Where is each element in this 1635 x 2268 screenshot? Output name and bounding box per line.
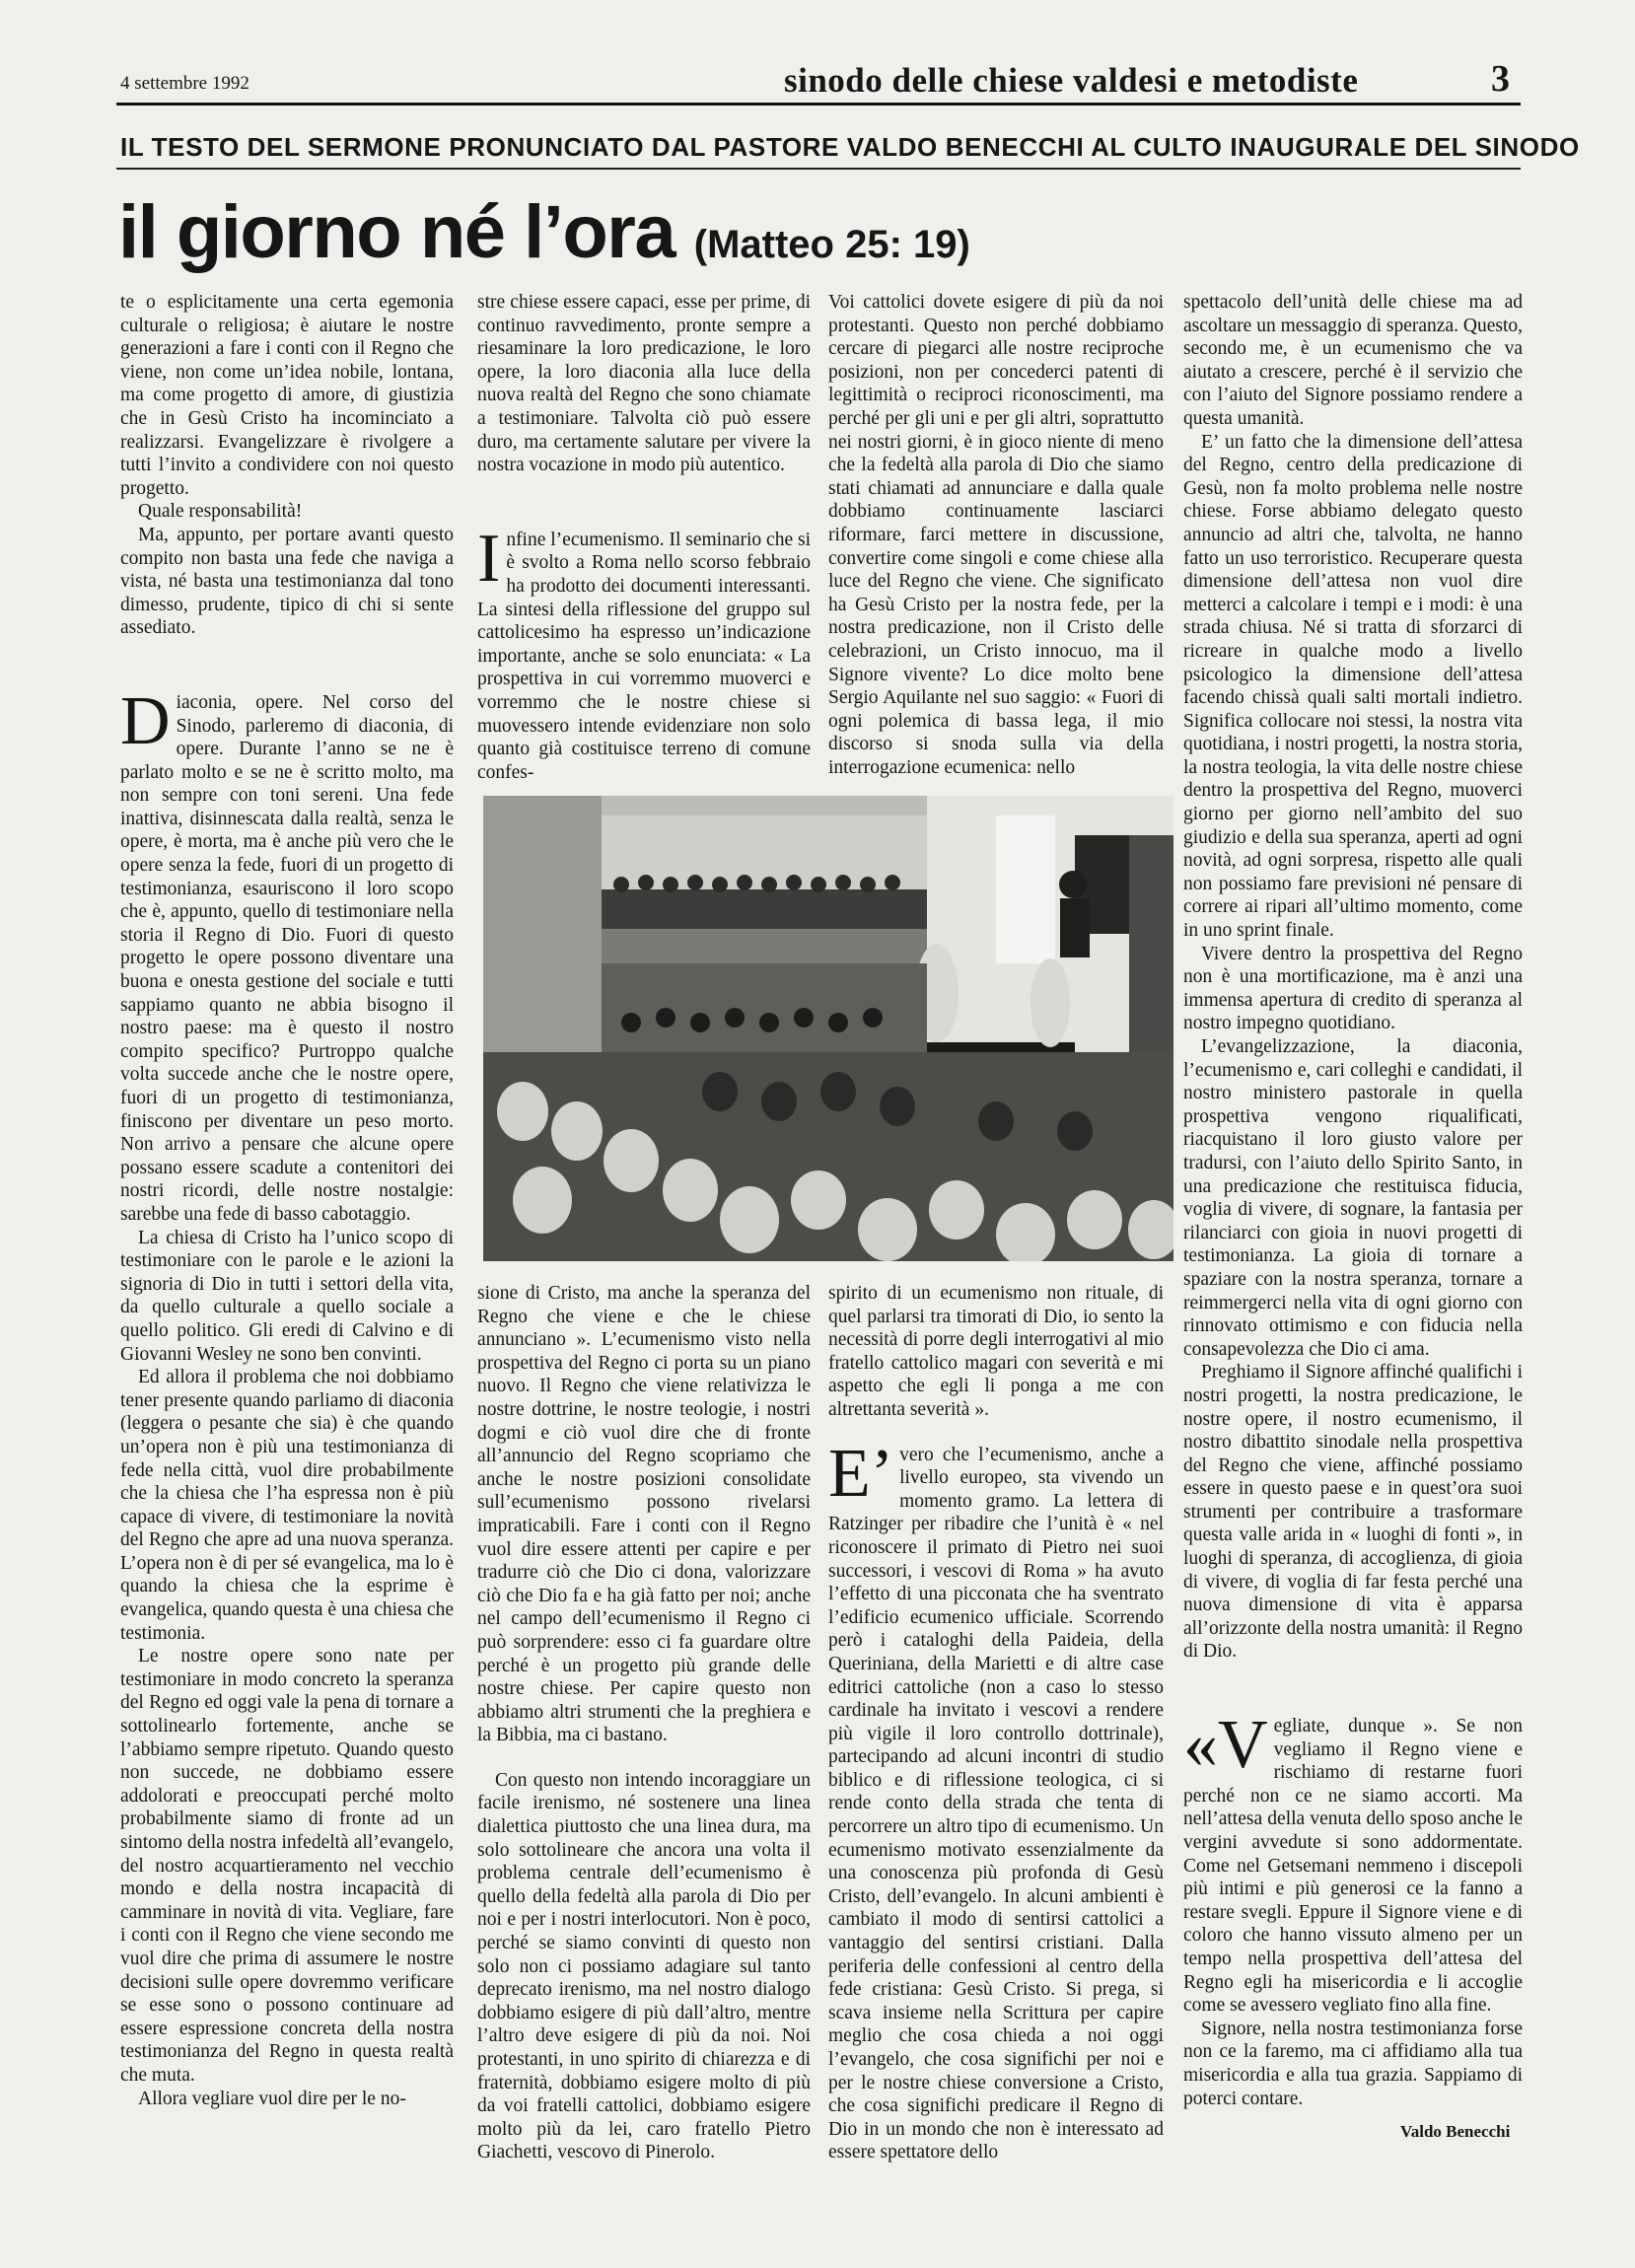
- paragraph-text: nfine l’ecumenismo. Il seminario che si è svolto a Roma nello scorso febbraio ha prodotto dei documenti interessanti. La sintesi della riflessione del gruppo sul cattolicesimo ha espresso un’indicazione importante, anche se solo enunciata: « La prospettiva in cui vorremmo muoverci e vorremmo che le nostre chiese si muovessero intende evidenziare non solo quanto già costituisce terreno di comune confes-: [477, 529, 811, 783]
- drop-cap: I: [477, 520, 501, 597]
- publication-title: sinodo delle chiese valdesi e metodiste: [784, 61, 1359, 100]
- paragraph: te o esplicitamente una certa egemonia culturale o religiosa; è aiutare le nostre generazioni a fare i conti con il Regno che viene, non come un’idea nobile, lontana, ma come progetto di amore, di giustizia che in Gesù Cristo ha incominciato a realizzarsi. Evangelizzare è rivolgere a tutti l’invito a condividere con noi questo progetto.: [120, 292, 454, 499]
- paragraph-vero: [828, 1435, 1164, 2164]
- article-column-4: [1183, 291, 1523, 2110]
- paragraph: Vivere dentro la prospettiva del Regno non è una mortificazione, ma è anzi una immensa apertura di credito di speranza al nostro impegno quotidiano.: [1183, 943, 1523, 1034]
- issue-date: 4 settembre 1992: [120, 73, 249, 94]
- paragraph: Ma, appunto, per portare avanti questo compito non basta una fede che naviga a vista, né basta una testimonianza dal tono dimesso, prudente, tipico di chi si sente assediato.: [120, 524, 454, 639]
- paragraph: Ed allora il problema che noi dobbiamo tener presente quando parliamo di diaconia (leggera o pesante che sia) è che quando un’opera non è più una testimonianza di fede nella città, vuol dire probabilmente che la chiesa che l’ha espressa non è più capace di vivere, di testimoniare la novità del Regno che apre ad una nuova speranza. L’opera non è di per sé evangelica, ma lo è quando la chiesa che la esprime è evangelica, quando questa è una chiesa che testimonia.: [120, 1367, 454, 1644]
- paragraph-text: vero che l’ecumenismo, anche a livello europeo, sta vivendo un momento gramo. La lettera di Ratzinger per ribadire che l’unità è « nel riconoscere il primato di Pietro nei suoi successori, i vescovi di Roma » ha avuto l’effetto di una picconata che ha sventrato l’edificio ecumenico ufficiale. Scorrendo però i cataloghi della Paideia, della Queriniana, della Marietti e di altre case editrici cattoliche (non a caso lo stesso cardinale ha invitato i vescovi a rendere più vigile il loro controllo dottrinale), partecipando ad alcuni incontri di studio biblico e di riflessione teologica, ci si rende conto della strada che tenta di percorrere un altro tipo di ecumenismo. Un ecumenismo motivato essenzialmente da una conoscenza più profonda di Gesù Cristo, dell’evangelo. In alcuni ambienti è cambiato il modo di sentirsi cattolici a vantaggio del sentirsi cristiani. Dalla periferia delle confessioni al centro della fede cristiana: Gesù Cristo. Si prega, si scava insieme nella Scrittura per capire meglio che cosa chieda a noi oggi l’evangelo, che cosa significhi per noi e per le nostre chiese conversione a Cristo, che cosa significhi predicare il Regno di Dio in un mondo che non è interessato ad essere spettatore dello: [828, 1444, 1164, 2163]
- page-number: 3: [1491, 58, 1510, 100]
- paragraph: La chiesa di Cristo ha l’unico scopo di testimoniare con le parole e le azioni la signoria di Dio in tutti i settori della vita, da quello culturale a quello sociale a quello politico. Gli eredi di Calvino e di Giovanni Wesley ne sono ben convinti.: [120, 1227, 454, 1365]
- paragraph: Con questo non intendo incoraggiare un facile irenismo, né sostenere una linea dialettica piuttosto che una linea dura, ma solo sottolineare che ancora una volta il problema centrale dell’ecumenismo è quello della fedeltà alla parola di Dio per noi e per i nostri interlocutori. Non è poco, perché se siamo convinti di questo non solo non ci possiamo adagiare sul tanto deprecato irenismo, ma nel nostro dialogo dobbiamo esigere di più dall’altro, mentre l’altro deve esigere di più da noi. Noi protestanti, in uno spirito di chiarezza e di fraternità, dobbiamo esigere molto di più da voi fratelli cattolici, dobbiamo esigere molto più da lei, caro fratello Pietro Giachetti, vescovo di Pinerolo.: [477, 1769, 811, 2163]
- church-photo: [483, 796, 1173, 1261]
- article-headline: [118, 190, 970, 284]
- paragraph-ecumenismo: [477, 520, 811, 785]
- drop-cap: «V: [1183, 1707, 1268, 1784]
- kicker-rule: [116, 168, 1521, 170]
- article-kicker: IL TESTO DEL SERMONE PRONUNCIATO DAL PASTORE VALDO BENECCHI AL CULTO INAUGURALE DEL SINODO: [120, 132, 1580, 162]
- paragraph-diaconia: [120, 682, 454, 1227]
- paragraph: spirito di un ecumenismo non rituale, di quel parlarsi tra timorati di Dio, io sento la necessità di porre degli interrogativi al mio fratello cattolico magari con severità e mi aspetto che egli li ponga a me con altrettanta severità ».: [828, 1283, 1164, 1420]
- article-column-2-top: [477, 291, 811, 784]
- paragraph: E’ un fatto che la dimensione dell’attesa del Regno, centro della predicazione di Gesù, non fa molto problema nelle nostre chiese. Forse abbiamo delegato questo annuncio ad altri che, talvolta, ne hanno fatto un uso terroristico. Recuperare questa dimensione dell’attesa non vuol dire metterci a calcolare i tempi e i modi: è una strada chiusa. Né si tratta di sforzarci di ricreare in qualche modo a livello psicologico la dimensione dell’attesa facendo chissà quali salti mortali indietro. Significa collocare noi stessi, la nostra vita quotidiana, i nostri progetti, la nostra storia, la nostra teologia, la vita delle nostre chiese dentro la prospettiva del Regno, muoverci giorno per giorno nell’ambito del suo giudizio e della sua speranza, aperti ad ogni novità, ad ogni sorpresa, rispetto alle quali non possiamo fare previsioni né pensare di correre ai ripari all’ultimo momento, come in uno sprint finale.: [1183, 431, 1523, 942]
- headline-title: il giorno né l’ora: [118, 190, 675, 274]
- paragraph: Quale responsabilità!: [138, 501, 303, 523]
- article-column-3-bottom: [828, 1282, 1164, 2164]
- drop-cap: E’: [828, 1435, 894, 1512]
- author-signature: Valdo Benecchi: [1400, 2122, 1511, 2141]
- drop-cap: D: [120, 682, 171, 759]
- headline-reference: (Matteo 25: 19): [693, 223, 970, 266]
- paragraph: Preghiamo il Signore affinché qualifichi i nostri progetti, la nostra predicazione, le nostre opere, il nostro ecumenismo, il nostro dibattito sinodale nella prospettiva del Regno che viene, affinché possiamo essere in questo paese e in quest’ora suoi strumenti per contribuire a trasformare questa valle arida in « luoghi di fonti », in luoghi di speranza, di accoglienza, di gioia di vivere, di voglia di far festa perché una nuova dimensione di vita è apparsa all’orizzonte della nostra umanità: il Regno di Dio.: [1183, 1362, 1523, 1663]
- paragraph: Voi cattolici dovete esigere di più da noi protestanti. Questo non perché dobbiamo cercare di piegarci alle nostre reciproche posizioni, non per concederci patenti di legittimità o reciproci riconoscimenti, ma perché per gli uni e per gli altri, soprattutto nei nostri giorni, è in gioco niente di meno che la fedeltà alla parola di Dio che siamo stati chiamati ad annunciare e dalla quale dobbiamo continuamente lasciarci riformare, farci mettere in discussione, convertire come singoli e come chiese alla luce del Regno che viene. Che significato ha Gesù Cristo per la nostra fede, per la nostra predicazione, non il Cristo delle celebrazioni, un Cristo innocuo, ma il Signore vivente? Lo dice molto bene Sergio Aquilante nel suo saggio: « Fuori di ogni polemica di bassa lega, il mio discorso si snoda sulla via della interrogazione ecumenica: nello: [828, 292, 1164, 778]
- article-column-3-top: [828, 291, 1164, 779]
- paragraph-text: iaconia, opere. Nel corso del Sinodo, parleremo di diaconia, di opere. Durante l’anno se ne è parlato molto e se ne è scritto molto, ma non sempre con toni sereni. Una fede inattiva, disinnescata dalla realtà, senza le opere, è morta, ma è anche più vero che le opere senza la fede, fuori di un progetto di testimonianza, esauriscono il loro scopo che è, appunto, quello di testimoniare nella storia il Regno di Dio. Fuori di questo progetto le opere possono diventare una buona e onesta gestione del sociale e tutti sappiamo quanto ne abbia bisogno il nostro paese: ma è questo il nostro compito specifico? Purtroppo qualche volta succede anche che le nostre opere, fuori di un progetto di testimonianza, finiscono per diventare un peso morto. Non arrivo a pensare che alcune opere possano essere scadute a contenitori dei nostri ricordi, delle nostre nostalgie: sarebbe una fede di basso cabotaggio.: [120, 691, 454, 1225]
- paragraph-text: egliate, dunque ». Se non vegliamo il Regno viene e rischiamo di restarne fuori perché non ce ne siamo accorti. Ma nell’attesa della venuta dello sposo anche le vergini avvedute si sono addormentate. Come nel Getsemani nemmeno i discepoli più intimi e più generosi ce la fanno a restare svegli. Eppure il Signore viene e di coloro che hanno vissuto almeno per un tempo nella prospettiva dell’attesa del Regno egli ha misericordia e li accoglie come se avessero vegliato fino alla fine.: [1183, 1716, 1523, 2017]
- paragraph: stre chiese essere capaci, esse per prime, di continuo ravvedimento, pronte sempre a riesaminare la loro predicazione, le loro opere, la loro diaconia alla luce della nuova realtà del Regno che sono chiamate a testimoniare. Talvolta ciò può essere duro, ma certamente salutare per vivere la nostra vocazione in modo più autentico.: [477, 292, 811, 476]
- church-interior-image: [483, 796, 1173, 1261]
- paragraph: L’evangelizzazione, la diaconia, l’ecumenismo e, cari colleghi e candidati, il nostro ministero pastorale in quella prospettiva vengono riqualificati, riacquistano il loro giusto valore per tradursi, con l’aiuto dello Spirito Santo, in una predicazione che restituisca fiducia, voglia di vivere, di sognare, la fantasia per rilanciarci con gioia in nuovi progetti di testimonianza. La gioia di tornare a spaziare con la nostra speranza, tornare a reimmergerci nella vita di ogni giorno con rinnovato ottimismo e con fiducia nella consapevolezza che Dio ci ama.: [1183, 1036, 1523, 1360]
- paragraph: Le nostre opere sono nate per testimoniare in modo concreto la speranza del Regno ed oggi vale la pena di tornare a sottolinearlo fortemente, anche se l’abbiamo sempre ripetuto. Quando questo non succede, ne dobbiamo essere addolorati e preoccupati perché molto probabilmente siamo di fronte ad un sintomo della nostra infedeltà all’evangelo, del nostro acquartieramento nel vecchio mondo e della nostra incapacità di camminare in novità di vita. Vegliare, fare i conti con il Regno che viene secondo me vuol dire che prima di assumere le nostre decisioni sulle opere dovremmo verificare se esse sono o possono continuare ad essere espressione concreta della nostra testimonianza del Regno in questa realtà che muta.: [120, 1646, 454, 2086]
- paragraph: Signore, nella nostra testimonianza forse non ce la faremo, ma ci affidiamo alla tua misericordia e alla tua grazia. Sappiamo di poterci contare.: [1183, 2018, 1523, 2109]
- paragraph: spettacolo dell’unità delle chiese ma ad ascoltare un messaggio di speranza. Questo, secondo me, è un ecumenismo che va aiutato a crescere, perché è il servizio che con l’aiuto del Signore possiamo rendere a questa umanità.: [1183, 292, 1523, 429]
- paragraph: sione di Cristo, ma anche la speranza del Regno che viene e che le chiese annunciano ». L’ecumenismo visto nella prospettiva del Regno ci porta su un piano nuovo. Il Regno che viene relativizza le nostre dottrine, le nostre teologie, i nostri dogmi e ciò vuol dire che di fronte all’annuncio del Regno scopriamo che anche le nostre posizioni consolidate sull’ecumenismo possono rivelarsi impraticabili. Fare i conti con il Regno vuol dire essere attenti per capire e per tradurre ciò che Dio ci dona, valorizzare ciò che Dio fa e ha già fatto per noi; anche nel campo dell’ecumenismo il Regno ci può sorprendere: esso ci fa guardare oltre perché è un progetto più grande delle nostre chiese. Per capire questo non abbiamo altri strumenti che la preghiera e la Bibbia, ma ci bastano.: [477, 1283, 811, 1746]
- article-column-1: [120, 291, 454, 2110]
- header-rule: [116, 103, 1521, 106]
- paragraph-vegliate: [1183, 1707, 1523, 2018]
- paragraph: Allora vegliare vuol dire per le no-: [138, 2088, 406, 2109]
- article-column-2-bottom: [477, 1282, 811, 2164]
